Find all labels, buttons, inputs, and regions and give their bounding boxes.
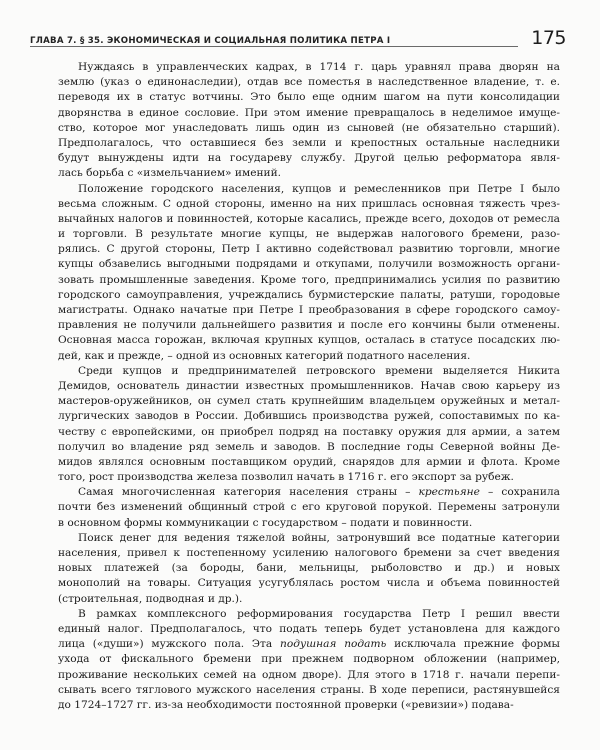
text-line: сывать всего тяглового мужского населения страны. В ходе переписи, растянувшейся [58, 683, 560, 696]
text-line: правления не получили дальнейшего развития и после его кончины были отменены. [58, 319, 560, 332]
emphasized-term: подушная подать [280, 638, 387, 651]
text-line: проживание нескольких семей на одном дворе). Для этого в 1718 г. начали перепи- [58, 668, 560, 681]
text-line: ство, которое мог унаследовать лишь один из сыновей (не обязательно старший). [58, 121, 560, 134]
text-line: того, рост производства железа позволил начать в 1716 г. его экспорт за рубеж. [58, 471, 514, 484]
text-line: купцы обзавелись выгодными подрядами и откупами, получили возможность органи- [58, 258, 560, 271]
page-number: 175 [531, 27, 566, 49]
text-line: лургических заводов в России. Добившись производства ружей, сопоставимых по ка- [58, 410, 560, 423]
text-line: получил во владение ряд земель и заводов. В последние годы Северной войны Де- [58, 440, 560, 453]
text-line: ухода от фискального бремени при прежнем подворном обложении (например, [58, 653, 560, 666]
paragraph [58, 60, 560, 182]
text-line: рялись. С другой стороны, Петр I активно содействовал развитию торговли, многие [58, 243, 560, 256]
text-line: Нуждаясь в управленческих кадрах, в 1714 г. царь уравнял права дворян на [78, 61, 560, 73]
text-line: лась борьба с «измельчанием» имений. [58, 167, 282, 180]
text-line: Предполагалось, что оставшиеся без земли и крепостных остальные наследники [58, 136, 560, 149]
text-line: Самая многочисленная категория населения страны – крестьяне – сохранила [78, 486, 560, 499]
text-line: дей, как и прежде, – одной из основных категорий податного населения. [58, 349, 471, 362]
text-line: и торговли. В результате многие купцы, не выдержав налогового бремени, разо- [58, 228, 560, 241]
text-line: мастеров-оружейников, он сумел стать крупнейшим владельцем оружейных и метал- [58, 395, 560, 408]
paragraph [58, 364, 560, 486]
text-line: магистраты. Однако начатые при Петре I преобразования в сфере городского самоу- [58, 304, 560, 316]
paragraph [58, 182, 560, 364]
text-line: землю (указ о единонаследии), отдав все поместья в наследственное владение, т. е. [58, 76, 560, 89]
text-line: вычайных налогов и повинностей, которые касались, прежде всего, доходов от ремесла [58, 212, 560, 225]
text-line: зовать промышленные заведения. Кроме того, предпринимались усилия по развитию [58, 273, 560, 286]
running-head: ГЛАВА 7. § 35. ЭКОНОМИЧЕСКАЯ И СОЦИАЛЬНАЯ ПОЛИТИКА ПЕТРА I [30, 36, 391, 46]
text-line: В рамках комплексного реформирования государства Петр I решил ввести [78, 607, 560, 620]
paragraph [58, 531, 560, 607]
header-rule [30, 46, 518, 47]
text-line: городского самоуправления, учреждались бурмистерские палаты, ратуши, городовые [58, 288, 560, 301]
emphasized-term: крестьяне [418, 486, 480, 499]
text-line: будут вынуждены идти на государеву службу. Другой целью реформатора явля- [58, 152, 560, 165]
text-line: Основная масса горожан, включая крупных купцов, осталась в статусе посадских лю- [58, 334, 560, 347]
text-line: новых платежей (за бороды, бани, мельницы, рыболовство и др.) и новых [58, 562, 560, 575]
paragraph [58, 607, 560, 713]
text-line: лица («души») мужского пола. Эта подушная подать исключала прежние формы [58, 638, 560, 651]
text-line: почти без изменений общинный строй с его круговой порукой. Перемены затронули [58, 501, 560, 514]
text-line: до 1724–1727 гг. из-за необходимости постоянной проверки («ревизии») подава- [58, 698, 514, 711]
text-line: Положение городского населения, купцов и ремесленников при Петре I было [78, 182, 560, 195]
text-line: населения, привел к постепенному усилению налогового бремени за счет введения [58, 547, 560, 559]
text-line: переводя их в статус вотчины. Это было еще одним шагом на пути консолидации [58, 91, 560, 104]
paragraph [58, 485, 560, 531]
text-line: единый налог. Предполагалось, что подать теперь будет установлена для каждого [58, 622, 560, 635]
text-line: честву с европейскими, он приобрел подряд на поставку оружия для армии, а затем [58, 425, 560, 438]
text-line: мидов являлся основным поставщиком орудий, снарядов для армии и флота. Кроме [58, 455, 560, 468]
text-line: (строительная, подводная и др.). [58, 592, 243, 605]
text-line: Среди купцов и предпринимателей петровского времени выделяется Никита [78, 364, 560, 377]
text-line: весьма сложным. С одной стороны, именно на них пришлась основная тяжесть чрез- [58, 197, 560, 210]
text-line: Демидов, основатель династии известных промышленников. Начав свою карьеру из [58, 379, 560, 392]
text-line: дворянства в единое сословие. При этом имение превращалось в неделимое имуще- [58, 106, 560, 119]
text-line: монополий на товары. Ситуация усугублялась ростом числа и объема повинностей [58, 577, 560, 590]
text-line: в основном формы коммуникации с государством – подати и повинности. [58, 516, 473, 529]
text-line: Поиск денег для ведения тяжелой войны, затронувший все податные категории [78, 531, 560, 544]
body-text [58, 60, 560, 713]
